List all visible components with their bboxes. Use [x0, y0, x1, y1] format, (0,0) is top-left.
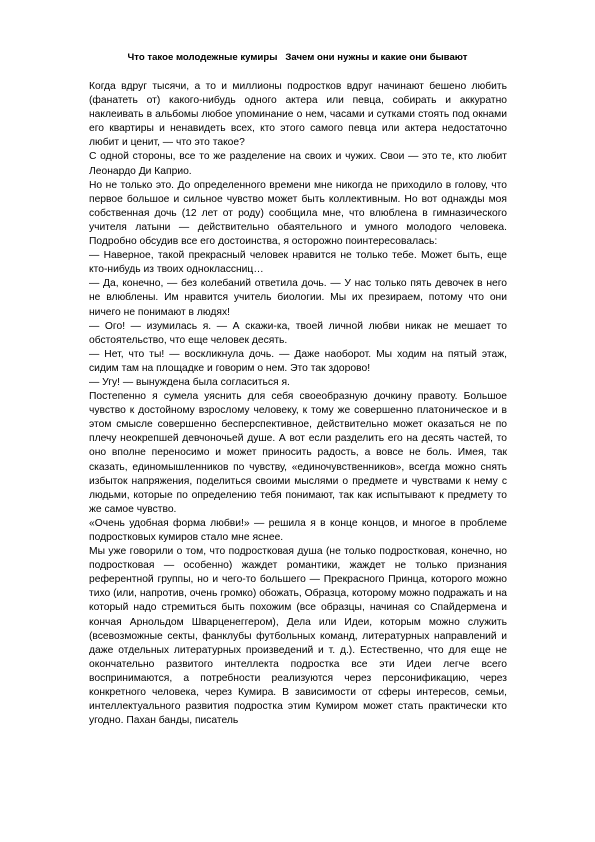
- paragraph: — Наверное, такой прекрасный человек нравится не только тебе. Может быть, еще кто-нибудь из твоих одноклассниц…: [89, 250, 507, 276]
- paragraph: Постепенно я сумела уяснить для себя своеобразную дочкину правоту. Большое чувство к достойному взрослому человеку, к тому же совершенно платоническое и в этом смысле совершенно бесперспективное, действительно может оказаться не по плечу неокрепшей девчоночьей душе. А вот если разделить его на десять частей, то оно вполне переносимо и может приносить радость, а вовсе не боль. Имея, так сказать, единомышленников по чувству, «единочувственников», всегда можно снять избыток напряжения, поделиться своими мыслями о предмете и чувствами к нему с людьми, которые по определению тебя понимают, так как испытывают к предмету то же самое чувство.: [89, 391, 507, 515]
- paragraph: — Да, конечно, — без колебаний ответила дочь. — У нас только пять девочек в него не влюблены. Им нравится учитель биологии. Мы их презираем, потому что они ничего не понимают в людях!: [89, 278, 507, 318]
- paragraph: — Нет, что ты! — воскликнула дочь. — Даже наоборот. Мы ходим на пятый этаж, сидим там на площадке и говорим о нем. Это так здорово!: [89, 348, 507, 374]
- document-title: Что такое молодежные кумиры Зачем они нужны и какие они бывают: [127, 52, 468, 63]
- paragraph: — Ого! — изумилась я. — А скажи-ка, твоей личной любви никак не мешает то обстоятельство, что еще человек десять.: [89, 320, 507, 346]
- document-body: [89, 80, 507, 728]
- paragraph: — Угу! — вынуждена была согласиться я.: [89, 376, 290, 388]
- paragraph: С одной стороны, все то же разделение на своих и чужих. Свои — это те, кто любит Леонардо Ди Каприо.: [89, 151, 507, 177]
- paragraph: Но не только это. До определенного времени мне никогда не приходило в голову, что первое большое и сильное чувство может быть коллективным. Но вот однажды моя собственная дочь (12 лет от роду) сообщила мне, что влюблена в гимназического учителя латыни — действительно обаятельного и умного молодого человека. Подробно обсудив все его достоинства, я осторожно поинтересовалась:: [89, 179, 507, 248]
- paragraph: «Очень удобная форма любви!» — решила я в конце концов, и многое в проблеме подростковых кумиров стало мне яснее.: [89, 517, 507, 543]
- paragraph: Когда вдруг тысячи, а то и миллионы подростков вдруг начинают бешено любить (фанатеть от) какого-нибудь одного актера или певца, собирать и аккуратно наклеивать в альбомы любое упоминание о нем, часами и сутками стоять под окнами его квартиры и ненавидеть всех, кто этого самого певца или актера недостаточно любит и ценит, — что это такое?: [89, 81, 507, 149]
- paragraph: Мы уже говорили о том, что подростковая душа (не только подростковая, конечно, но подростковая — особенно) жаждет романтики, жаждет не только признания референтной группы, но и чего-то большего — Прекрасного Принца, которого можно тихо (или, напротив, очень громко) обожать, Образца, которому можно подражать и на который надо стремиться быть похожим (все образцы, начиная со Спайдермена и кончая Арнольдом Шварценеггером), Дела или Идеи, которым можно служить (всевозможные секты, фанклубы футбольных команд, литературных направлений и даже отдельных литературных произведений и т. д.). Естественно, что для еще не окончательно развитого интеллекта подростка все эти Идеи легче всего воспринимаются, а потребности реализуются через персонификацию, через конкретного человека, через Кумира. В зависимости от сферы интересов, семьи, интеллектуального развития подростка этим Кумиром может стать практически кто угодно. Пахан банды, писатель: [89, 546, 507, 727]
